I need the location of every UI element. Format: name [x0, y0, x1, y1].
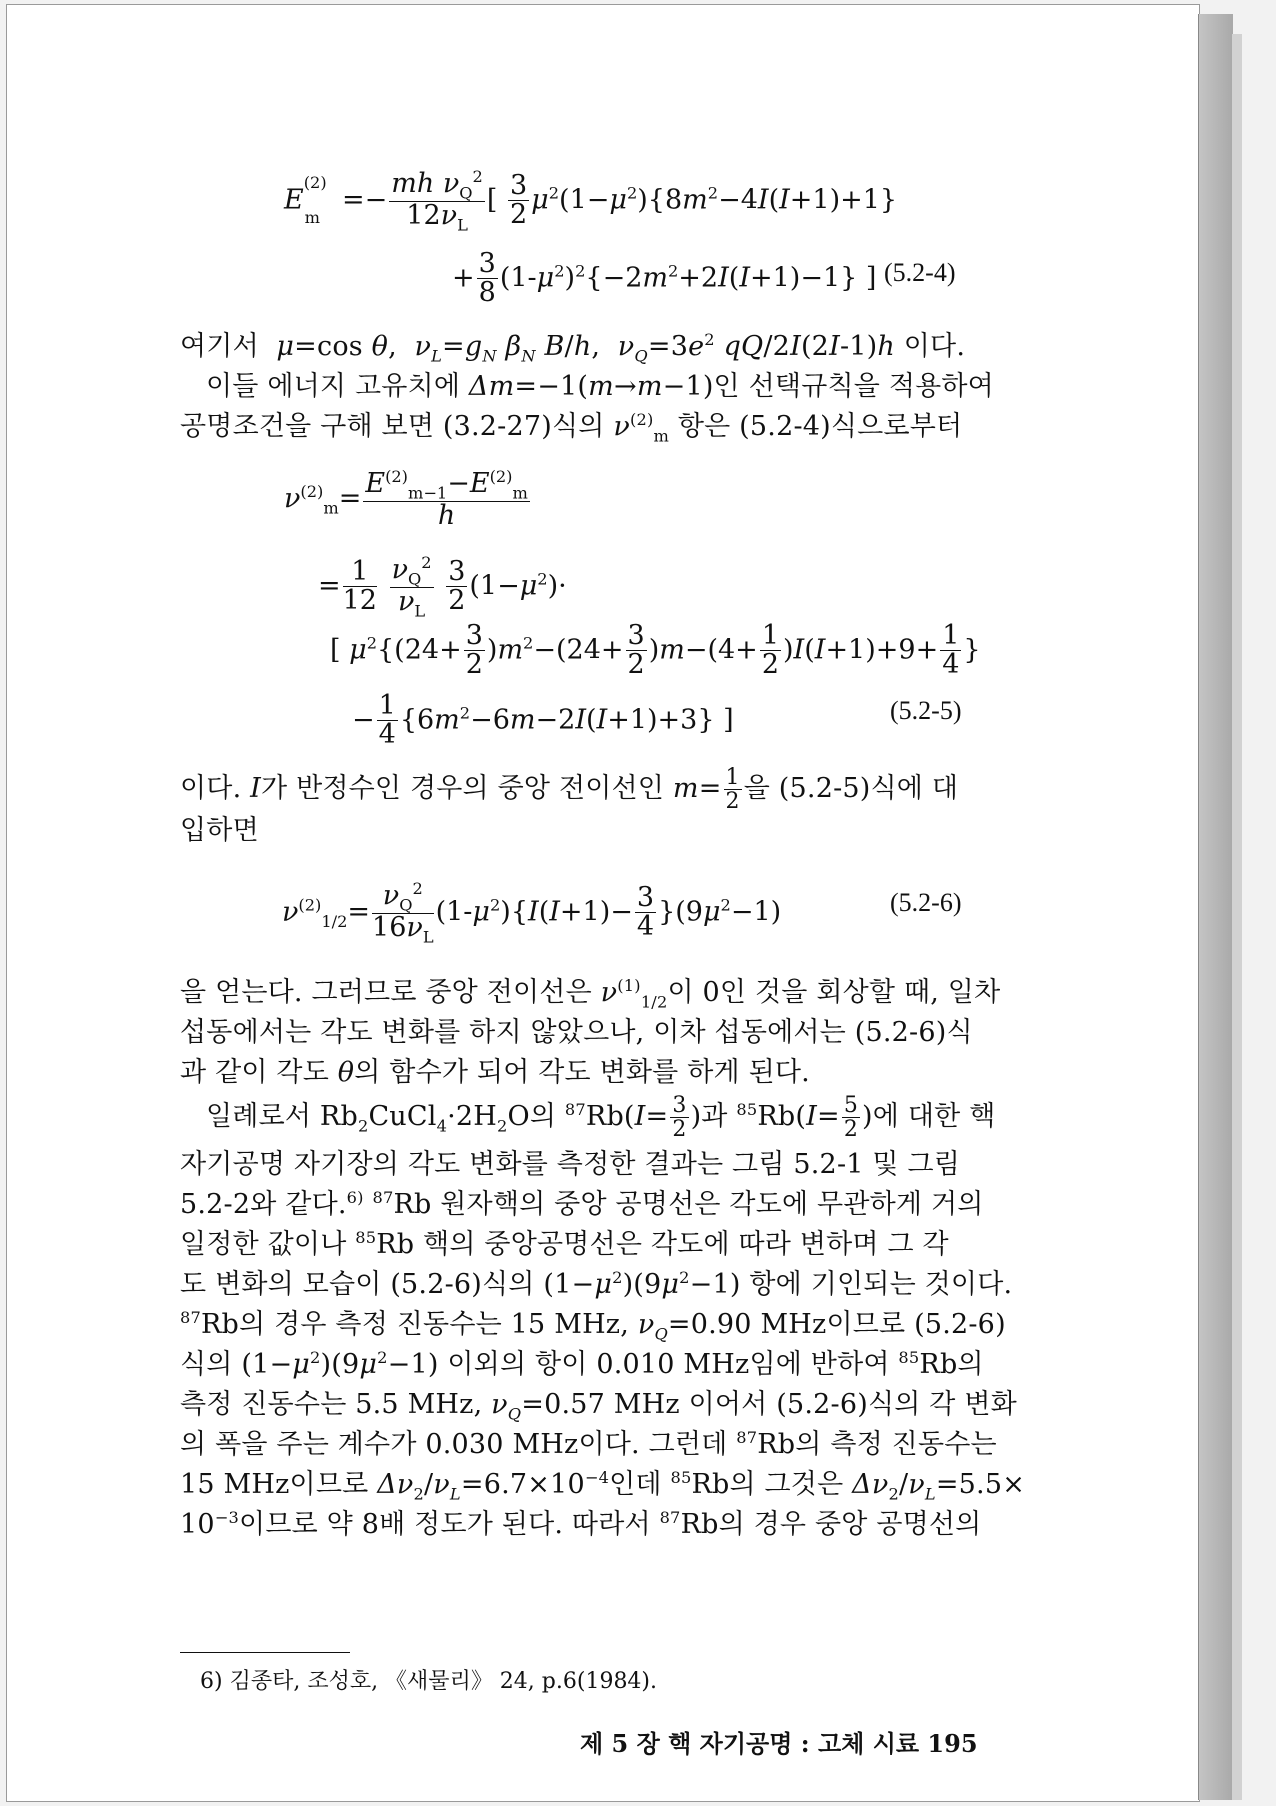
footnote-rule	[180, 1652, 350, 1653]
text-line: 일정한 값이나 $^{85}$Rb 핵의 중앙공명선은 각도에 따라 변하며 그 각	[180, 1228, 949, 1260]
text-line: 도 변화의 모습이 (5.2-6)식의 $(1-\mu^2)(9\mu^2-1)$ 항에 기인되는 것이다.	[180, 1268, 1013, 1300]
equation-5-2-4-line-1: $E^{(2)}_m=-$ $\frac{mh \nu_Q^2}{12\nu_L}$ [ $\frac{3}{2}$ $\mu^2(1-\mu^2)\{8m^2-4I(I+1)+1\}$	[284, 167, 898, 235]
equation-5-2-5-line-4: − $\frac{1}{4}$ $\{6m^2-6m-2I(I+1)+3\}$ ]	[352, 690, 734, 751]
text-line: 의 폭을 주는 계수가 0.030 MHz이다. 그런데 $^{87}$Rb의 측정 진동수는	[180, 1428, 997, 1460]
text-line: 일례로서 $Rb_2CuCl_4\cdot 2H_2O$의 $^{87}$Rb(I= $\frac{3}{2}$ )과 $^{85}$Rb(I= $\frac{5}{2}$ )에 대한 핵	[206, 1093, 996, 1143]
text-line: 입하면	[180, 815, 259, 846]
text-line: 여기서 μ=cos θ, $\nu_L=g_N$ $\beta_N$ B/h, $\nu_Q=3e^2$ qQ/2I(2I-1)h 이다.	[180, 330, 966, 366]
text-line: $^{87}$Rb의 경우 측정 진동수는 15 MHz, $\nu_Q=0.90$ MHz이므로 (5.2-6)	[180, 1308, 1006, 1344]
text-line: 이다. I가 반정수인 경우의 중앙 전이선인 m= $\frac{1}{2}$ 을 (5.2-5)식에 대	[180, 765, 959, 815]
text-line: 5.2-2와 같다.$^{6)}$ $^{87}$Rb 원자핵의 중앙 공명선은 각도에 무관하게 거의	[180, 1188, 984, 1220]
text-line: 과 같이 각도 θ의 함수가 되어 각도 변화를 하게 된다.	[180, 1057, 810, 1088]
equation-5-2-4-line-2: + $\frac{3}{8}$ $(1-\mu^2)^2\{-2m^2+2I(I+1)-1\}$ ]	[452, 248, 877, 309]
text-line: 식의 $(1-\mu^2)(9\mu^2-1)$ 이외의 항이 0.010 MHz임에 반하여 $^{85}$Rb의	[180, 1348, 984, 1380]
text-line: 을 얻는다. 그러므로 중앙 전이선은 $\nu^{(1)}_{1/2}$이 0인 것을 회상할 때, 일차	[180, 976, 1001, 1012]
page-stack-edge	[1198, 14, 1233, 1800]
footnote: 6) 김종타, 조성호, 《새물리》 24, p.6(1984).	[200, 1669, 658, 1694]
text-line: $10^{-3}$이므로 약 8배 정도가 된다. 따라서 $^{87}$Rb의 경우 중앙 공명선의	[180, 1508, 982, 1540]
equation-5-2-6-line-1: $\nu^{(2)}_{1/2}=$ $\frac{\nu_Q^2}{16\nu_L}$ $(1-\mu^2)\{I(I+1)-$ $\frac{3}{4}$ }$(9\mu^2-1)$	[282, 879, 782, 947]
equation-number: (5.2-4)	[884, 258, 956, 287]
text-line: 측정 진동수는 5.5 MHz, $\nu_Q=0.57$ MHz 이어서 (5.2-6)식의 각 변화	[180, 1389, 1017, 1424]
running-head: 제 5 장 핵 자기공명 : 고체 시료 195	[580, 1729, 978, 1758]
equation-number: (5.2-6)	[890, 888, 962, 917]
text-line: 15 MHz이므로 $\Delta\nu_2/\nu_L=6.7\times 10^{-4}$인데 $^{85}$Rb의 그것은 $\Delta\nu_2/\nu_L=5.5\times$	[180, 1468, 1026, 1504]
text-line: 자기공명 자기장의 각도 변화를 측정한 결과는 그림 5.2-1 및 그림	[180, 1149, 961, 1180]
page-stack-edge-back	[1232, 34, 1242, 1800]
equation-5-2-5-line-3: [ $\mu^2\{(24+$ $\frac{3}{2}$ )$m^2-(24+$ $\frac{3}{2}$ )m−(4+ $\frac{1}{2}$ )I(I+1)+9+ $\frac{1}{4}$ }	[330, 620, 981, 681]
text-line: 섭동에서는 각도 변화를 하지 않았으나, 이차 섭동에서는 (5.2-6)식	[180, 1017, 973, 1048]
text-line: 공명조건을 구해 보면 (3.2-27)식의 $\nu^{(2)}_m$ 항은 (5.2-4)식으로부터	[180, 410, 963, 446]
equation-5-2-5-line-1: $\nu^{(2)}_m=$ $\frac{E^{(2)}_{m-1}-E^{(2)}_m}{h}$	[284, 467, 528, 532]
equation-5-2-5-line-2: = $\frac{1}{12}$ $\frac{\nu_Q^2}{\nu_L}$ $\frac{3}{2}$ $(1-\mu^2)\cdot$	[318, 553, 567, 621]
text-line: 이들 에너지 고유치에 Δm=−1(m→m−1)인 선택규칙을 적용하여	[206, 371, 994, 402]
equation-number: (5.2-5)	[890, 696, 962, 725]
